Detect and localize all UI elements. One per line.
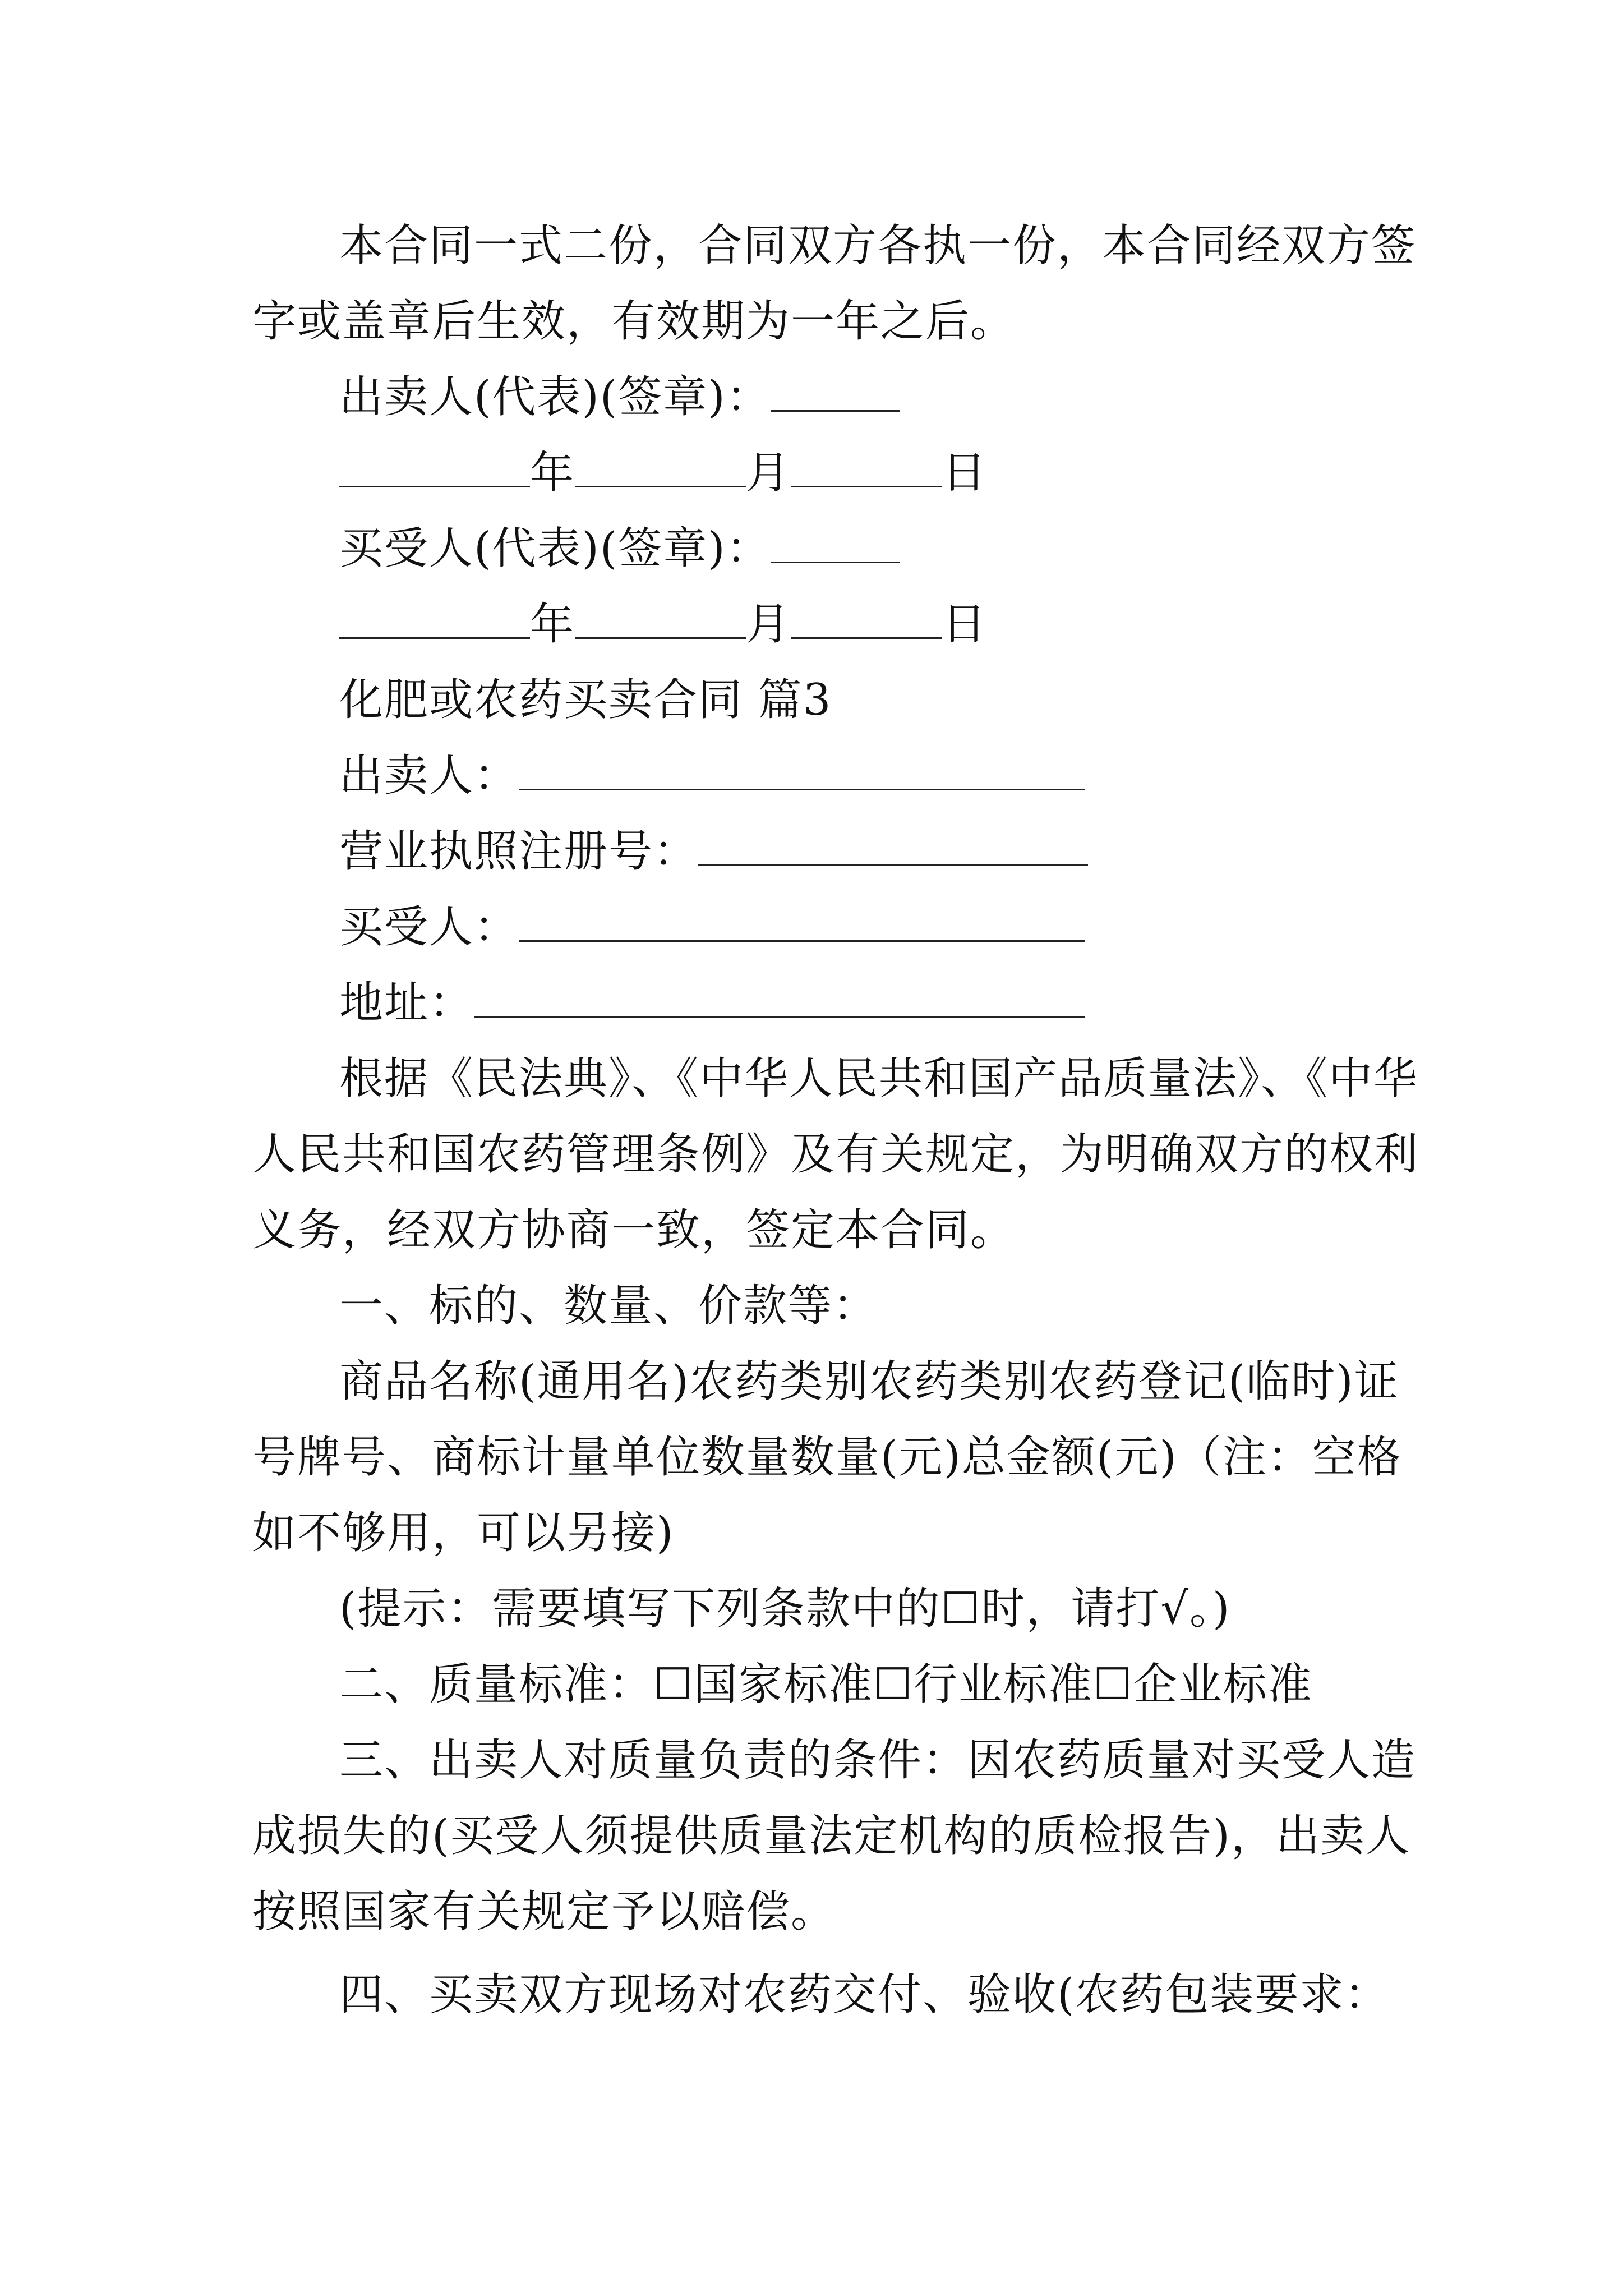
buyer-date-row [339, 596, 1394, 652]
buyer-month-label: 月 [746, 599, 791, 650]
buyer-year-blank [339, 598, 530, 639]
buyer-name-label: 买受人： [339, 902, 519, 953]
clause-1-heading: 一、标的、数量、价款等： [339, 1281, 878, 1331]
buyer-day-label: 日 [942, 599, 988, 650]
buyer-year-label: 年 [530, 599, 575, 650]
seller-signature-blank [771, 371, 900, 412]
license-number-blank [698, 825, 1088, 866]
buyer-signature-blank [771, 522, 900, 563]
address-label: 地址： [339, 978, 474, 1028]
clause-3-line2: 成损失的(买受人须提供质量法定机构的质检报告)，出卖人 [252, 1811, 1410, 1861]
seller-day-label: 日 [942, 448, 988, 498]
seller-date-row [339, 445, 1394, 501]
seller-name-label: 出卖人： [339, 751, 519, 801]
buyer-month-blank [575, 598, 746, 639]
paragraph-basis-line1: 根据《民法典》、《中华人民共和国产品质量法》、《中华 [339, 1053, 1419, 1104]
seller-year-blank [339, 447, 530, 487]
clause-4-line1: 四、买卖双方现场对农药交付、验收(农药包装要求： [339, 1970, 1390, 2020]
seller-signature-label: 出卖人(代表)(签章)： [339, 372, 771, 422]
buyer-name-row [339, 899, 1394, 955]
clause-2-quality-standard: 二、质量标准：☐国家标准☐行业标准☐企业标准 [339, 1659, 1313, 1710]
buyer-signature-row [339, 521, 1394, 577]
seller-signature-row [339, 369, 1394, 425]
seller-name-row [339, 748, 1394, 804]
clause-3-line3: 按照国家有关规定予以赔偿。 [252, 1887, 836, 1937]
clause-1-line2: 号牌号、商标计量单位数量数量(元)总金额(元)（注：空格 [252, 1432, 1402, 1483]
hint-line: (提示：需要填写下列条款中的☐时，请打√。) [339, 1584, 1231, 1634]
buyer-signature-label: 买受人(代表)(签章)： [339, 523, 771, 574]
paragraph-validity-line1: 本合同一式二份，合同双方各执一份，本合同经双方签 [339, 220, 1417, 271]
buyer-day-blank [791, 598, 942, 639]
clause-1-line3: 如不够用，可以另接) [252, 1508, 675, 1558]
paragraph-validity-line2: 字或盖章后生效，有效期为一年之后。 [252, 296, 1016, 347]
address-blank [474, 977, 1085, 1018]
license-number-label: 营业执照注册号： [339, 826, 699, 877]
paragraph-basis-line2: 人民共和国农药管理条例》及有关规定，为明确双方的权利 [252, 1129, 1419, 1180]
seller-year-label: 年 [530, 448, 575, 498]
seller-month-label: 月 [746, 448, 791, 498]
section-title: 化肥或农药买卖合同 篇3 [339, 675, 832, 725]
buyer-name-blank [519, 901, 1085, 942]
clause-3-line1: 三、出卖人对质量负责的条件：因农药质量对买受人造 [339, 1735, 1417, 1786]
clause-1-line1: 商品名称(通用名)农药类别农药类别农药登记(临时)证 [339, 1356, 1399, 1407]
address-row [339, 975, 1394, 1031]
seller-name-blank [519, 749, 1085, 790]
license-number-row [339, 823, 1394, 880]
seller-day-blank [791, 447, 942, 487]
seller-month-blank [575, 447, 746, 487]
paragraph-basis-line3: 义务，经双方协商一致，签定本合同。 [252, 1205, 1016, 1255]
